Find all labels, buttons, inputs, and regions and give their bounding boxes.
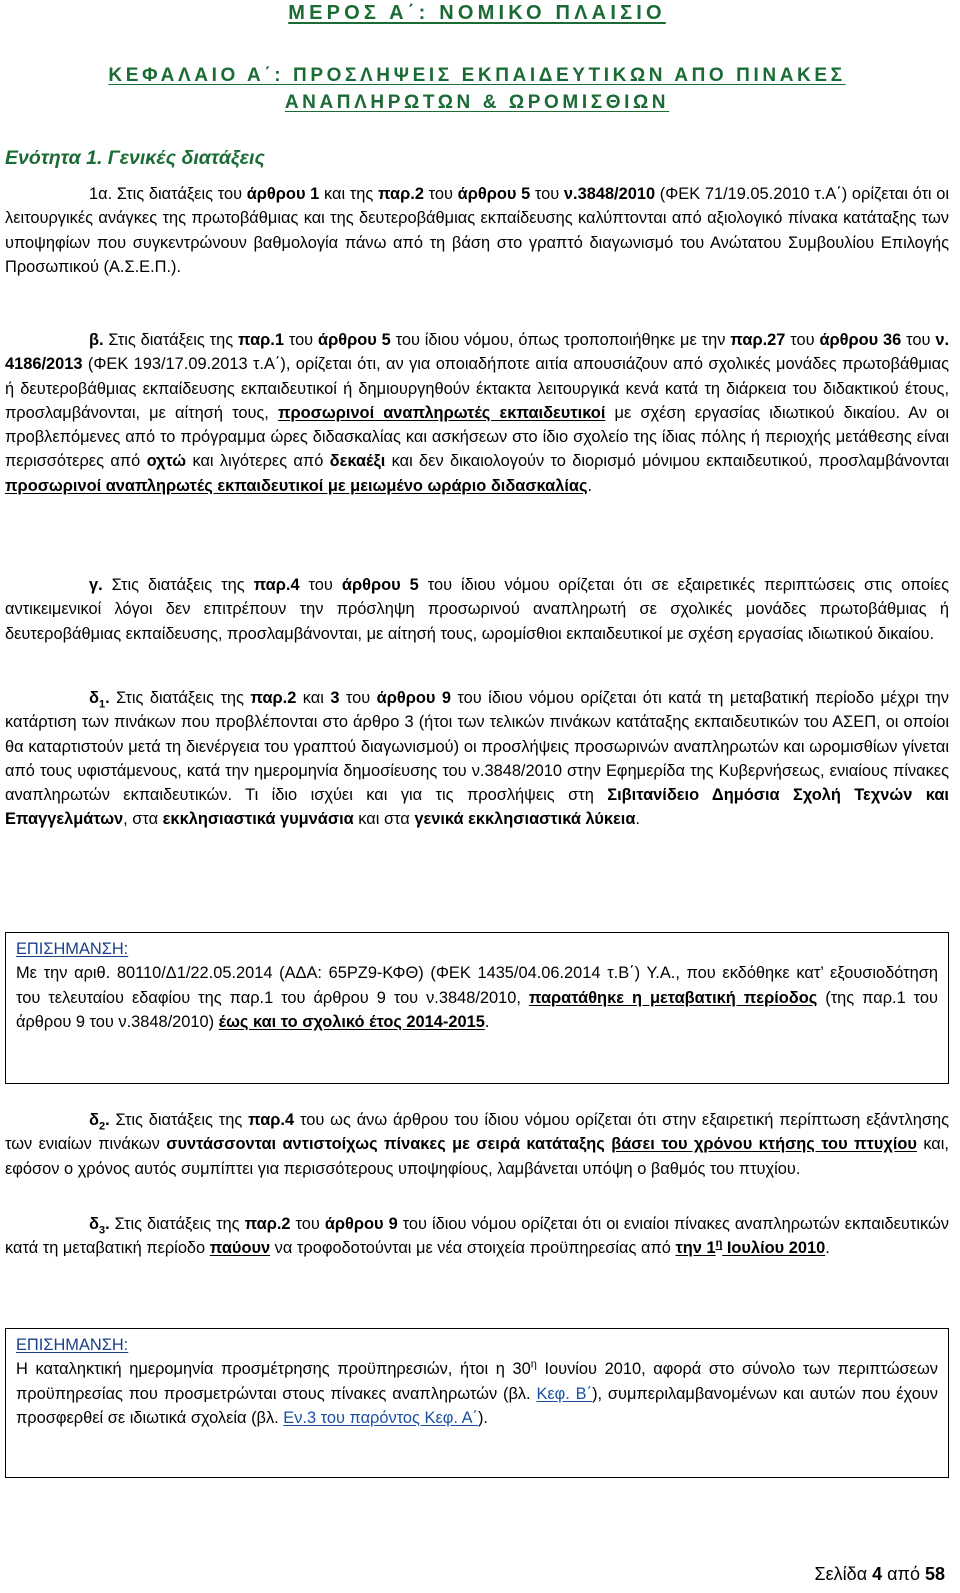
part-title: ΜΕΡΟΣ Α΄: ΝΟΜΙΚΟ ΠΛΑΙΣΙΟ: [288, 2, 666, 24]
emphasis-reduced-hours: προσωρινοί αναπληρωτές εκπαιδευτικοί με μειωμένο ωράριο διδασκαλίας: [5, 476, 588, 495]
paragraph-1d1: $\delta_1$. Στις διατάξεις της παρ.2 και 3 του άρθρου 9 του ίδιου νόμου ορίζεται ότι κατά τη μεταβατική περίοδο μέχρι την κατάρτιση των πινάκων που προβλέπονται στο άρθρο 3 (ήτοι των τελικών πινάκων κατάταξης εκπαιδευτικών του ΑΣΕΠ, οι οποίοι θα καταρτιστούν μετά τη διενέργεια του γραπτού διαγωνισμού) οι προσλήψεις προσωρινών αναπληρωτών και ωρομισθίων γίνεται από τους υφιστάμενους, κατά την ημερομηνία δημοσίευσης του ν.3848/2010 στην Εφημερίδα της Κυβερνήσεως, ενιαίους πίνακες αναπληρωτών εκπαιδευτικών. Τι ίδιο ισχύει και για τις προσλήψεις στη Σιβιτανίδειο Δημόσια Σχολή Τεχνών και Επαγγελμάτων, στα εκκλησιαστικά γυμνάσια και στα γενικά εκκλησιαστικά λύκεια.: [5, 689, 949, 829]
paragraph-1c: γ. Στις διατάξεις της παρ.4 του άρθρου 5 του ίδιου νόμου ορίζεται ότι σε εξαιρετικές περιπτώσεις στις οποίες αντικειμενικοί λόγοι δεν επιτρέπουν την πρόσληψη προσωρινού αναπληρωτή σε σχολικές μονάδες πρωτοβάθμιας ή δευτεροβάθμιας εκπαίδευσης, προσλαμβάνονται, με αίτησή τους, ωρομίσθιοι εκπαιδευτικοί με σχέση εργασίας ιδιωτικού δικαίου.: [5, 576, 950, 643]
notice-box-2: [5, 1328, 949, 1478]
link-chapter-b[interactable]: Κεφ. Β΄: [536, 1384, 593, 1403]
link-unit-3[interactable]: Εν.3 του παρόντος Κεφ. Α΄: [283, 1408, 478, 1427]
chapter-title: [5, 62, 949, 116]
notice-1-text: Με την αριθ. 80110/Δ1/22.05.2014 (ΑΔΑ: 65ΡΖ9-ΚΦΘ) (ΦΕΚ 1435/04.06.2014 τ.Β΄) Υ.Α., που εκδόθηκε κατ’ εξουσιοδότηση του τελευταίου εδαφίου της παρ.1 του άρθρου 9 του ν.3848/2010, παρατάθηκε η μεταβατική περίοδος (της παρ.1 του άρθρου 9 του ν.3848/2010) έως και το σχολικό έτος 2014-2015.: [16, 964, 938, 1031]
chapter-title-line1: ΚΕΦΑΛΑΙΟ Α΄: ΠΡΟΣΛΗΨΕΙΣ ΕΚΠΑΙΔΕΥΤΙΚΩΝ ΑΠΟ ΠΙΝΑΚΕΣ: [108, 65, 846, 86]
unit-title: Ενότητα 1. Γενικές διατάξεις: [5, 147, 265, 169]
page-number-footer: Σελίδα 4 από 58: [814, 1564, 945, 1584]
paragraph-1a: 1α. Στις διατάξεις του άρθρου 1 και της παρ.2 του άρθρου 5 του ν.3848/2010 (ΦΕΚ 71/19.05.2010 τ.Α΄) ορίζεται ότι οι λειτουργικές ανάγκες της πρωτοβάθμιας και της δευτεροβάθμιας εκπαίδευσης καλύπτονται από αξιολογικό πίνακα κατάταξης των υποψηφίων που συγκεντρώνουν βαθμολογία πάνω από τη βάση στο γραπτό διαγωνισμό του Ανώτατου Συμβουλίου Επιλογής Προσωπικού (Α.Σ.Ε.Π.).: [5, 185, 950, 276]
chapter-title-line2: ΑΝΑΠΛΗΡΩΤΩΝ & ΩΡΟΜΙΣΘΙΩΝ: [284, 92, 670, 113]
notice-2-title: ΕΠΙΣΗΜΑΝΣΗ:: [16, 1336, 129, 1354]
paragraph-1d2: $\delta_2$. Στις διατάξεις της παρ.4 του ως άνω άρθρου του ίδιου νόμου ορίζεται ότι στην εξαιρετική περίπτωση εξάντλησης των ενιαίων πινάκων συντάσσονται αντιστοίχως πίνακες με σειρά κατάταξης βάσει του χρόνου κτήσης του πτυχίου και, εφόσον ο χρόνος αυτός συμπίπτει για περισσότερους υποψηφίους, λαμβάνεται υπόψη ο βαθμός του πτυχίου.: [5, 1111, 950, 1178]
notice-box-1: [5, 932, 949, 1084]
notice-1-title: ΕΠΙΣΗΜΑΝΣΗ:: [16, 940, 129, 958]
paragraph-1d3: $\delta_3$. Στις διατάξεις της παρ.2 του άρθρου 9 του ίδιου νόμου ορίζεται ότι οι ενιαίοι πίνακες αναπληρωτών εκπαιδευτικών κατά τη μεταβατική περίοδο παύουν να τροφοδοτούνται με νέα στοιχεία προϋπηρεσίας από την $1^\eta$ Ιουλίου 2010.: [5, 1215, 949, 1258]
notice-2-text: Η καταληκτική ημερομηνία προσμέτρησης προϋπηρεσιών, ήτοι η $30^\eta$ Ιουνίου 2010, αφορά στο σύνολο των περιπτώσεων προϋπηρεσίας που προσμετρώνται στους πίνακες αναπληρωτών (βλ. Κεφ. Β΄), συμπεριλαμβανομένων και αυτών που έχουν προσφερθεί σε ιδιωτικά σχολεία (βλ. Εν.3 του παρόντος Κεφ. Α΄).: [16, 1358, 938, 1427]
emphasis-substitute-teachers: προσωρινοί αναπληρωτές εκπαιδευτικοί: [277, 403, 606, 422]
paragraph-1b: β. Στις διατάξεις της παρ.1 του άρθρου 5 του ίδιου νόμου, όπως τροποποιήθηκε με την παρ.27 του άρθρου 36 του ν. 4186/2013 (ΦΕΚ 193/17.09.2013 τ.Α΄), ορίζεται ότι, αν για οποιαδήποτε αιτία απουσιάζουν από σχολικές μονάδες πρωτοβάθμιας ή δευτεροβάθμιας εκπαίδευσης εκπαιδευτικοί ή δημιουργηθούν έκτακτα λειτουργικά κενά κατά τη διάρκεια του διδακτικού έτους, προσλαμβάνονται, με αίτησή τους, προσωρινοί αναπληρωτές εκπαιδευτικοί με σχέση εργασίας ιδιωτικού δικαίου. Αν οι προβλεπόμενες από το πρόγραμμα ώρες διδασκαλίας και ασκήσεων στο ίδιο σχολείο της ίδιας πόλης ή περιοχής μετάθεσης είναι περισσότερες από οχτώ και λιγότερες από δεκαέξι και δεν δικαιολογούν το διορισμό μόνιμου εκπαιδευτικού, προσλαμβάνονται προσωρινοί αναπληρωτές εκπαιδευτικοί με μειωμένο ωράριο διδασκαλίας.: [5, 331, 949, 495]
